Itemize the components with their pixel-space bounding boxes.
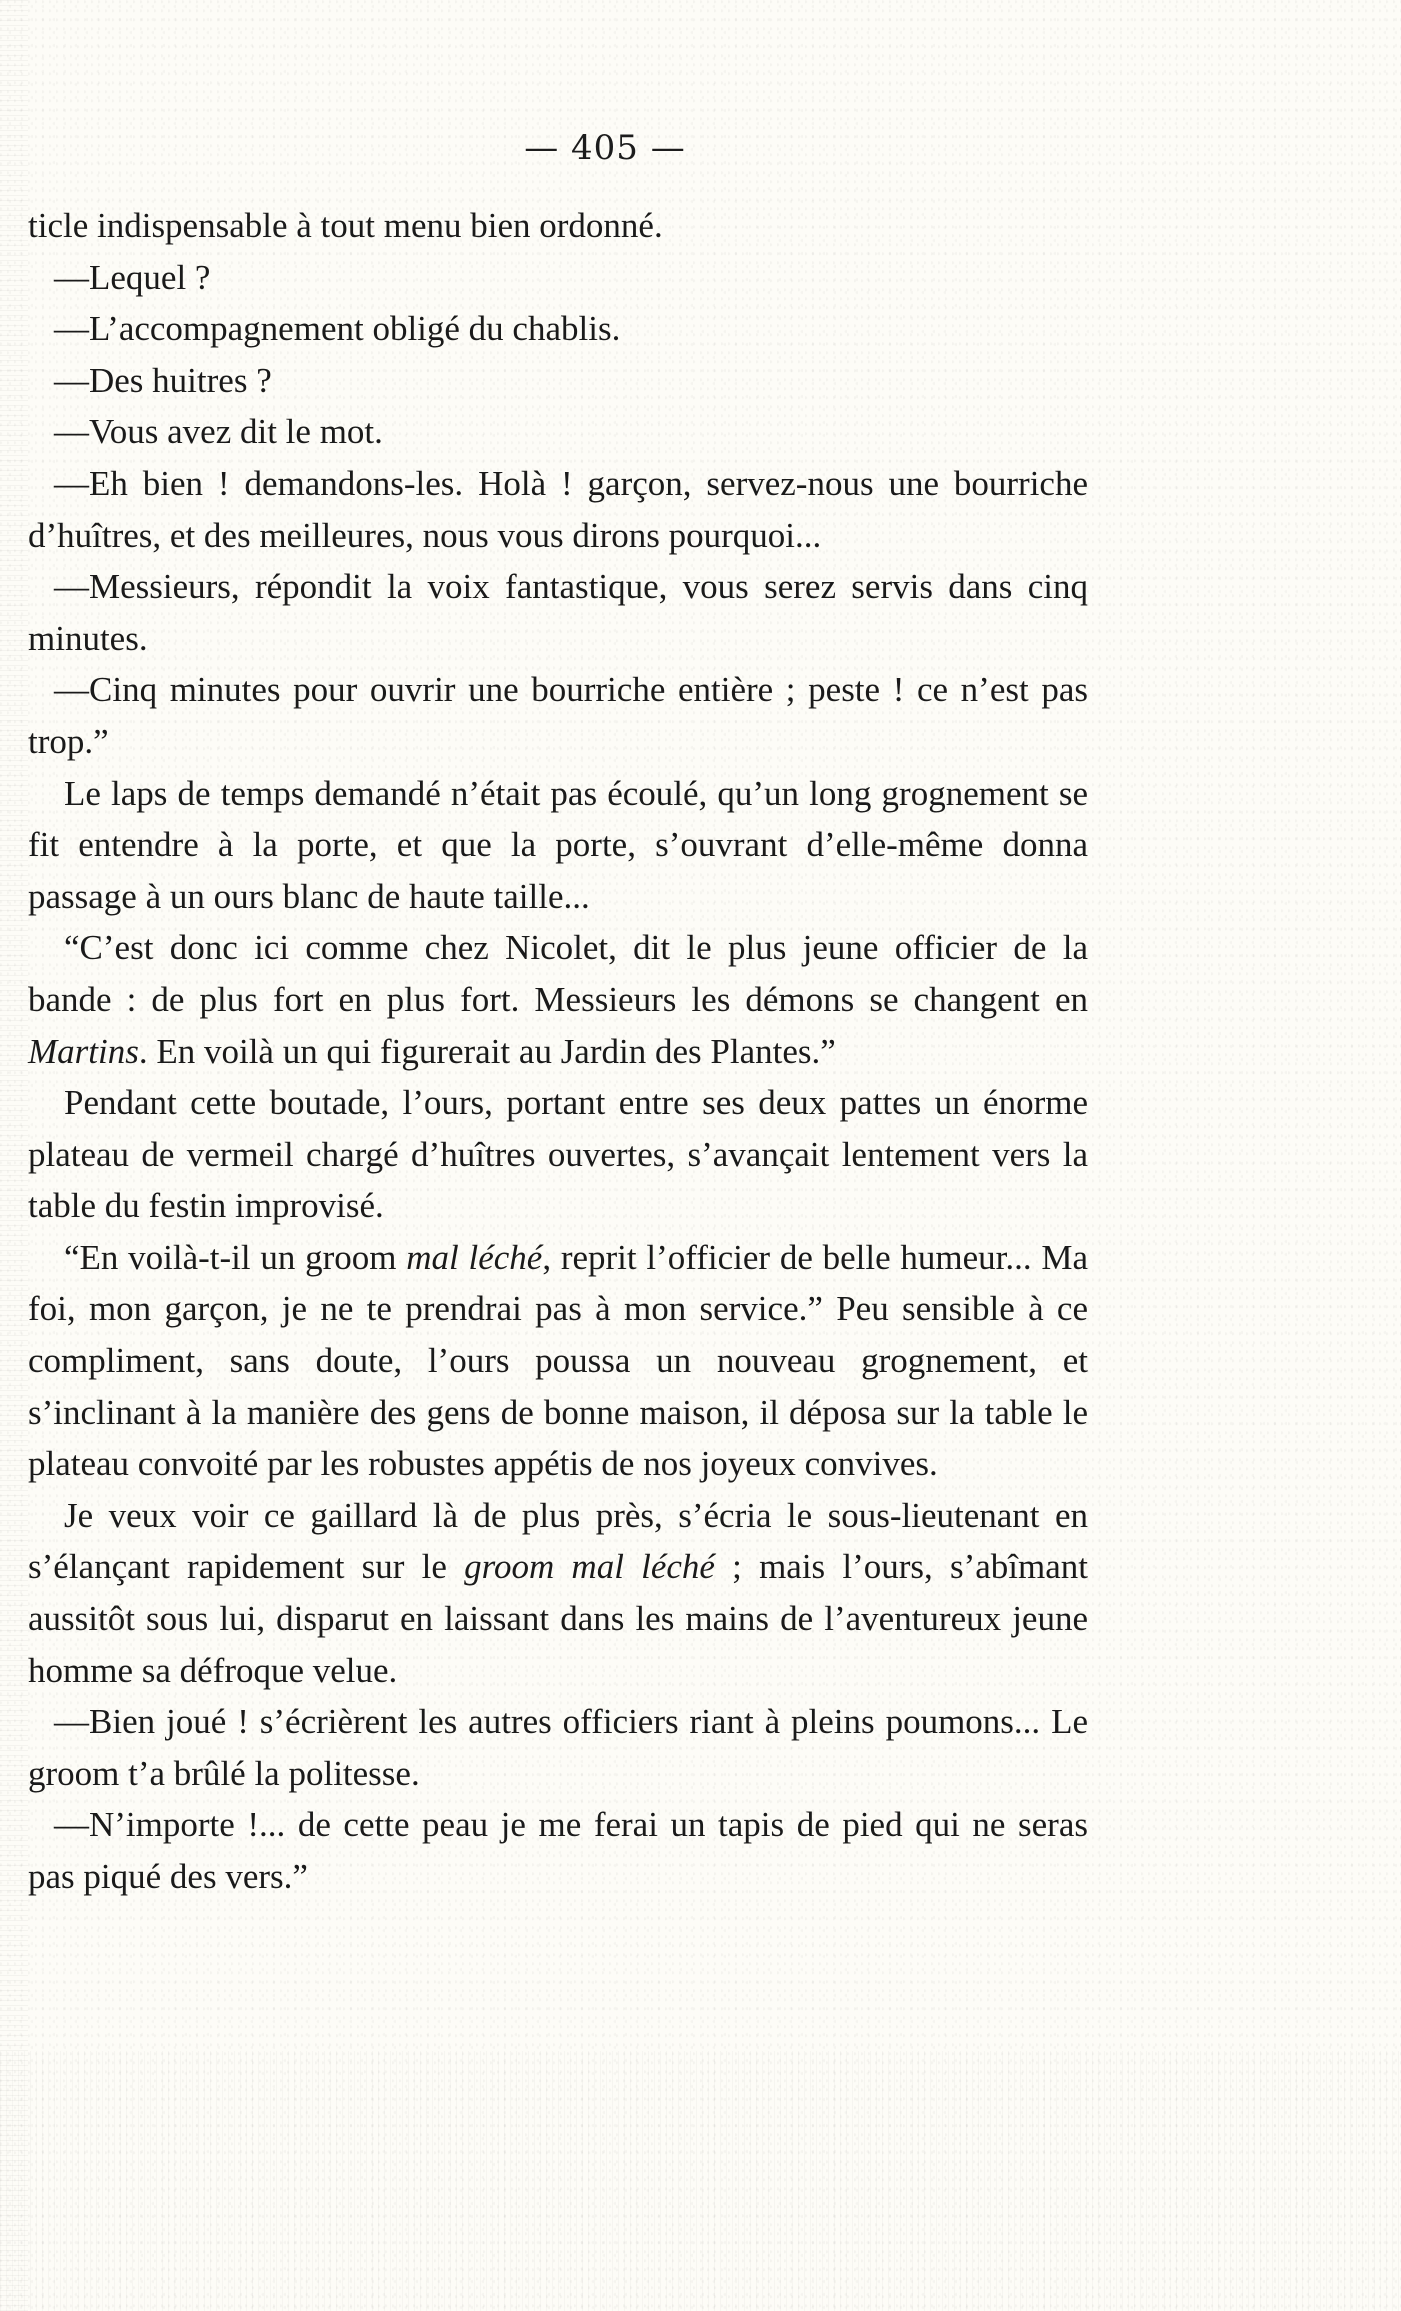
page-number: — 405 — bbox=[524, 128, 686, 168]
text-run: . En voilà un qui figurerait au Jardin des Plantes.” bbox=[138, 1031, 836, 1071]
paragraph bbox=[28, 922, 1088, 1077]
dialogue-line: —Lequel ? bbox=[54, 257, 211, 297]
dialogue-line: —Eh bien ! demandons-les. Holà ! garçon, servez-nous une bourriche d’huîtres, et des meilleures, nous vous dirons pourquoi... bbox=[28, 463, 1088, 555]
italic-text: mal léché bbox=[406, 1237, 543, 1277]
paragraph bbox=[28, 1232, 1088, 1490]
paragraph: ticle indispensable à tout menu bien ordonné. bbox=[28, 206, 663, 245]
text-run: , reprit l’officier de belle humeur... Ma foi, mon garçon, je ne te prendrai pas à mon service.” Peu sensible à ce compliment, sans doute, l’ours poussa un nouveau grognement, et s’inclinant à la manière des gens de bonne maison, il déposa sur la table le plateau convoité par les robustes appétis de nos joyeux convives. bbox=[28, 1237, 1089, 1484]
dialogue-line: —N’importe !... de cette peau je me ferai un tapis de pied qui ne seras pas piqué des vers.” bbox=[28, 1805, 1088, 1896]
dialogue-line: —Cinq minutes pour ouvrir une bourriche entière ; peste ! ce n’est pas trop.” bbox=[28, 670, 1088, 761]
text-run: “En voilà-t-il un groom bbox=[64, 1237, 407, 1277]
dialogue-line: —Messieurs, répondit la voix fantastique, vous serez servis dans cinq minutes. bbox=[28, 567, 1088, 658]
paragraph: Le laps de temps demandé n’était pas écoulé, qu’un long grognement se fit entendre à la porte, et que la porte, s’ouvrant d’elle-même donna passage à un ours blanc de haute taille... bbox=[28, 773, 1088, 916]
page-edge-speckle bbox=[0, 0, 28, 2311]
page-bottom-speckle bbox=[0, 2051, 1401, 2311]
italic-text: groom mal léché bbox=[464, 1547, 715, 1587]
text-run: Je veux voir ce gaillard là de plus près, s’écria le sous-lieutenant en s’élançant rapidement sur le bbox=[28, 1495, 1088, 1587]
dialogue-line: —Des huitres ? bbox=[54, 360, 272, 400]
paragraph bbox=[28, 1490, 1088, 1696]
text-run: ; mais l’ours, s’abîmant aussitôt sous lui, disparut en laissant dans les mains de l’aventureux jeune homme sa défroque velue. bbox=[28, 1547, 1088, 1690]
dialogue-line: —Vous avez dit le mot. bbox=[54, 412, 383, 452]
text-run: “C’est donc ici comme chez Nicolet, dit le plus jeune officier de la bande : de plus fort en plus fort. Messieurs les démons se changent en bbox=[28, 928, 1088, 1019]
body-text bbox=[28, 200, 1088, 1903]
paragraph: Pendant cette boutade, l’ours, portant entre ses deux pattes un énorme plateau de vermeil chargé d’huîtres ouvertes, s’avançait lentement vers la table du festin improvisé. bbox=[28, 1083, 1088, 1226]
dialogue-line: —Bien joué ! s’écrièrent les autres officiers riant à pleins poumons... Le groom t’a brûlé la politesse. bbox=[28, 1702, 1088, 1793]
italic-text: Martins bbox=[28, 1031, 139, 1071]
dialogue-line: —L’accompagnement obligé du chablis. bbox=[54, 309, 621, 349]
